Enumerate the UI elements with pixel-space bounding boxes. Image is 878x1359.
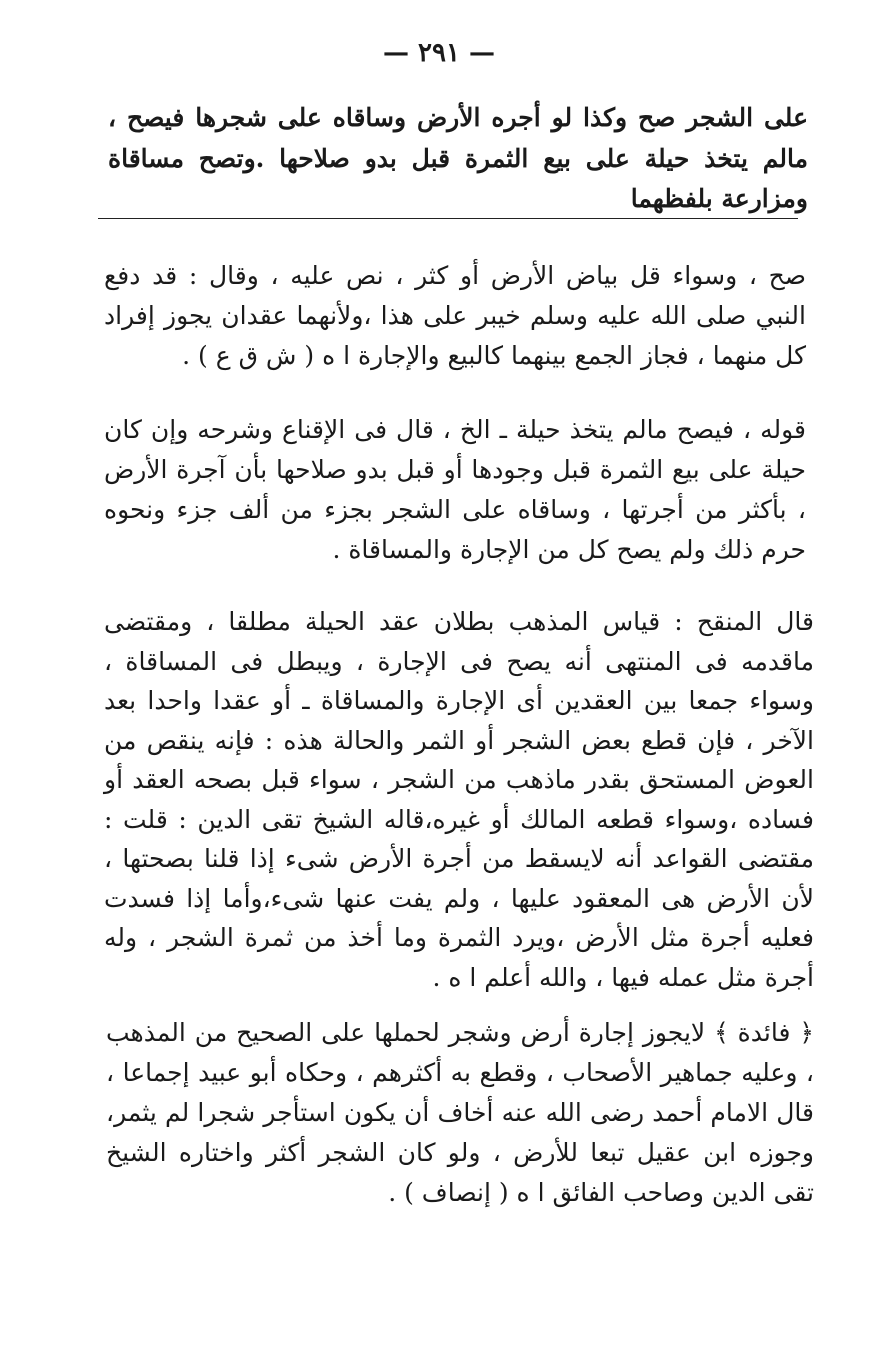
footnote-paragraph: قوله ، فيصح مالم يتخذ حيلة ـ الخ ، قال فى الإقناع وشرحه وإن كان حيلة على بيع الثمرة قبل وجودها أو قبل بدو صلاحها بأن آجرة الأرض ، بأكثر من أجرتها ، وساقاه على الشجر بجزء من ألف جزء ونحوه حرم ذلك ولم يصح كل من الإجارة والمساقاة . (104, 415, 806, 564)
main-text: على الشجر صح وكذا لو أجره الأرض وساقاه على شجرها فيصح ، مالم يتخذ حيلة على بيع الثمرة قبل بدو صلاحها .وتصح مساقاة ومزارعة بلفظهما (108, 103, 808, 213)
footnote-paragraph: ﴿ فائدة ﴾ لايجوز إجارة أرض وشجر لحملها على الصحيح من المذهب ، وعليه جماهير الأصحاب ، وقطع به أكثرهم ، وحكاه أبو عبيد إجماعا ، قال الامام أحمد رضى الله عنه أخاف أن يكون استأجر شجرا لم يثمر، وجوزه ابن عقيل تبعا للأرض ، ولو كان الشجر أكثر واختاره الشيخ تقى الدين وصاحب الفائق ا ه ( إنصاف ) . (106, 1018, 814, 1207)
footnote-paragraph: صح ، وسواء قل بياض الأرض أو كثر ، نص عليه ، وقال : قد دفع النبي صلى الله عليه وسلم خيبر على هذا ،ولأنهما عقدان يجوز إفراد كل منهما ، فجاز الجمع بينهما كالبيع والإجارة ا ه ( ش ق ع ) . (104, 261, 806, 370)
footnote-paragraph: قال المنقح : قياس المذهب بطلان عقد الحيلة مطلقا ، ومقتضى ماقدمه فى المنتهى أنه يصح فى الإجارة ، ويبطل فى المساقاة ، وسواء جمعا بين العقدين أى الإجارة والمساقاة ـ أو عقدا واحدا بعد الآخر ، فإن قطع بعض الشجر أو الثمر والحالة هذه : فإنه ينقص من العوض المستحق بقدر ماذهب من الشجر ، سواء قبل بصحه العقد أو فساده ،وسواء قطعه المالك أو غيره،قاله الشيخ تقى الدين : قلت : مقتضى القواعد أنه لايسقط من أجرة الأرض شىء إذا قلنا بصحتها ، لأن الأرض هى المعقود عليها ، ولم يفت عنها شىء،وأما إذا فسدت فعليه أجرة مثل الأرض ،ويرد الثمرة وما أخذ من ثمرة الشجر ، وله أجرة مثل عمله فيها ، والله أعلم ا ه . (104, 607, 814, 992)
page-number: — ٢٩١ — (382, 38, 496, 68)
footnote-divider (98, 218, 798, 219)
